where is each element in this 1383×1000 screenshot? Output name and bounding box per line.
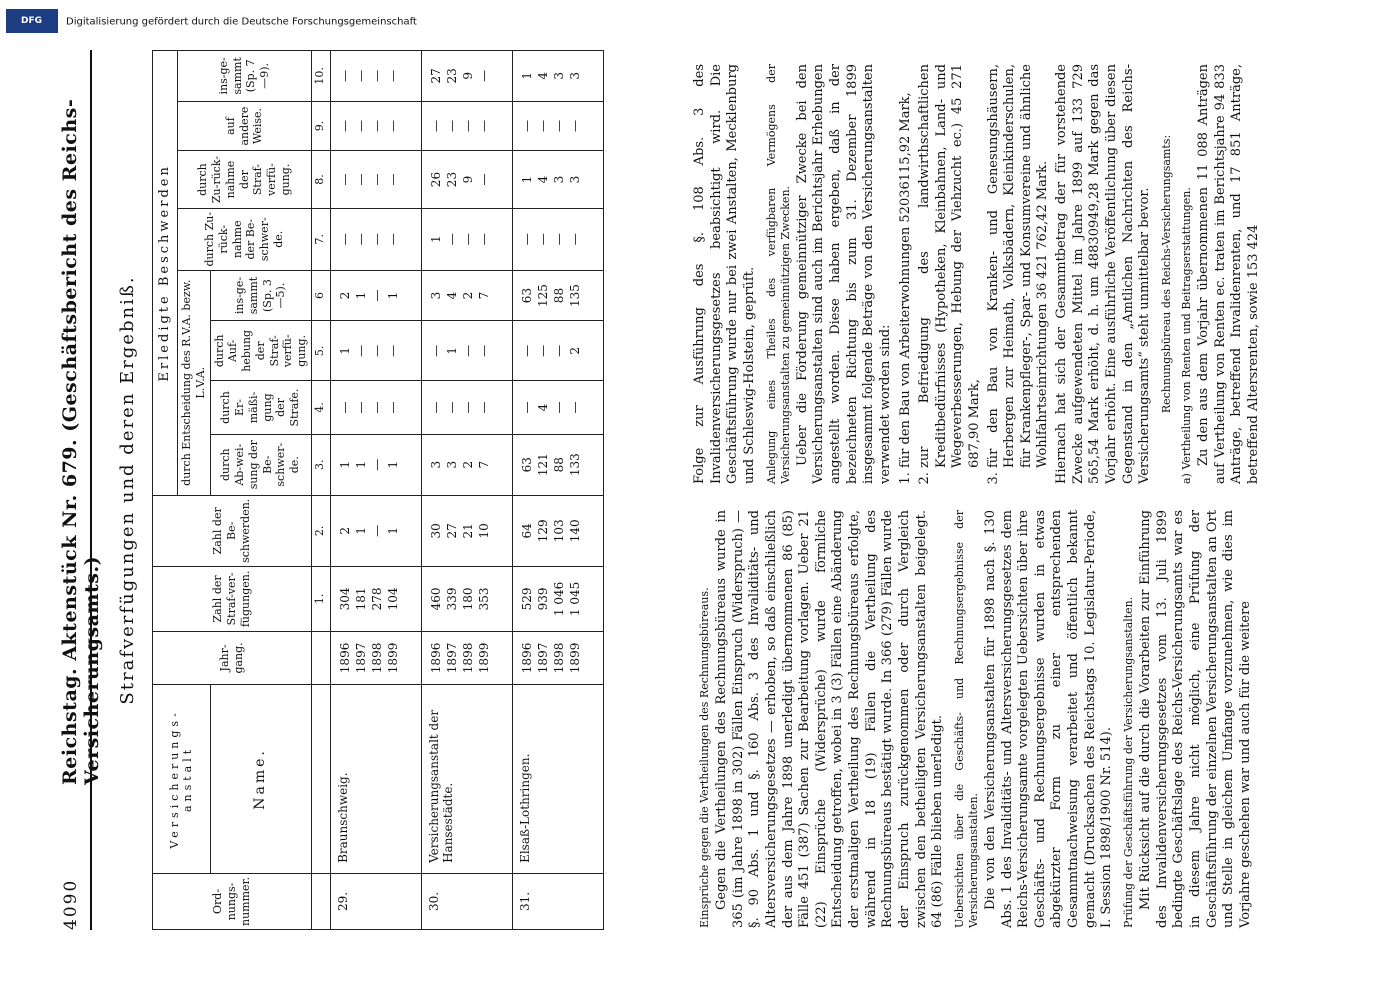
cell-value: 1 xyxy=(385,291,400,300)
cell-value: — xyxy=(385,233,400,246)
cell-c9 xyxy=(512,101,603,151)
cell-value: — xyxy=(551,344,566,357)
cell-value: — xyxy=(567,120,582,133)
cell-value: 529 xyxy=(519,587,534,611)
col-anstalt-header: Versicherungs-anstalt xyxy=(153,684,211,873)
cell-value: 135 xyxy=(567,284,582,307)
col-c4-header: durch Er-mäßi-gung der Strafe. xyxy=(210,381,311,434)
heading-vertheilung: a) Vertheilung von Renten und Beitragserstattungen. xyxy=(1179,187,1193,484)
cell-value: — xyxy=(551,233,566,246)
cell-c3 xyxy=(330,434,421,495)
cell-value: — xyxy=(535,233,550,246)
cell-value: — xyxy=(460,344,475,357)
cell-value: 2 xyxy=(337,527,352,535)
cell-value: 1897 xyxy=(535,642,550,674)
cell-c6 xyxy=(421,270,512,321)
cell-c8 xyxy=(421,151,512,208)
left-text-column xyxy=(692,510,1258,928)
heading-pruefung: Prüfung der Geschäftsführung der Versicherungsanstalten. xyxy=(1121,596,1135,928)
cell-c3 xyxy=(421,434,512,495)
cell-value: 3 xyxy=(567,72,582,80)
col-c3-header: durch Ab-wei-sung der Be-schwer-de. xyxy=(210,434,311,495)
cell-value: 4 xyxy=(535,175,550,184)
cell-value: 140 xyxy=(567,519,582,543)
cell-value: 2 xyxy=(567,347,582,355)
page-header xyxy=(56,50,103,930)
cell-value: 180 xyxy=(460,587,475,611)
cell-value: — xyxy=(353,401,368,414)
cell-value: 2 xyxy=(337,291,352,300)
cell-value: — xyxy=(460,120,475,133)
col-jahrgang-header: Jahr-gang. xyxy=(153,631,312,684)
list-item: 1. für den Bau von Arbeiterwohnungen 52036115,92 Mark, xyxy=(898,64,915,468)
right-text-column xyxy=(692,64,1266,484)
cell-value: — xyxy=(519,120,534,133)
cell-c9 xyxy=(330,101,421,151)
cell-value: 181 xyxy=(353,587,368,611)
penalty-table xyxy=(152,50,604,930)
cell-value: 4 xyxy=(444,291,459,300)
cell-value: — xyxy=(353,69,368,82)
col-c10-header: ins-ge-sammt (Sp. 7—9). xyxy=(178,51,312,102)
anstalt-name: Elsaß-Lothringen. xyxy=(512,684,603,873)
cell-value: 1899 xyxy=(567,642,582,674)
cell-value: 460 xyxy=(428,587,443,611)
cell-value: 1 xyxy=(353,527,368,535)
cell-value: — xyxy=(385,344,400,357)
col-beschwerden-header: Zahl der Be-schwerden. xyxy=(153,495,312,566)
cell-value: 88 xyxy=(551,457,566,473)
list-item: 3. für den Bau von Kranken- und Genesungshäusern, Herbergen zur Heimath, Volksbädern, Kleinkinderschulen, für Krankenpfleger-, Spar- und Konsumvereine und ähnliche Wohlfahrtseinrichtungen 36 421 762,42 Mark. xyxy=(986,64,1053,468)
cell-years xyxy=(512,631,603,684)
cell-c5 xyxy=(330,321,421,381)
cell-value: 7 xyxy=(476,291,491,300)
cell-c1 xyxy=(421,566,512,631)
cell-value: — xyxy=(476,173,491,186)
cell-c2 xyxy=(421,495,512,566)
cell-value: 104 xyxy=(385,587,400,611)
cell-value: 9 xyxy=(460,175,475,184)
cell-value: 26 xyxy=(428,171,443,188)
cell-value: 1 045 xyxy=(567,581,582,617)
cell-value: 63 xyxy=(519,287,534,304)
cell-value: — xyxy=(337,69,352,82)
cell-value: — xyxy=(385,173,400,186)
col-c5-header: durch Auf-hebung der Straf-verfü-gung. xyxy=(210,321,311,381)
cell-c10 xyxy=(421,51,512,102)
cell-value: — xyxy=(444,120,459,133)
cell-value: 1897 xyxy=(444,642,459,674)
cell-value: 27 xyxy=(444,523,459,539)
paragraph-uebersichten: Die von den Versicherungsanstalten für 1898 nach §. 130 Abs. 1 des Invaliditäts- und Altersversicherungsgesetzes dem Reichs-Versicherungsamte vorgelegten Uebersichten über ihre Geschäfts- und Rechnungsergebnisse wurden in etwas abgekürzter Form zu einer entsprechenden Gesammtnachweisung verarbeitet und öffentlich bekannt gemacht (Drucksachen des Reichstags 10. Legislatur-Periode, I. Session 1898/1900 Nr. 514). xyxy=(982,510,1115,928)
cell-value: 23 xyxy=(444,68,459,84)
table-row xyxy=(512,51,603,930)
cell-value: 3 xyxy=(567,175,582,184)
list-item: 2. zur Befriedigung des landwirthschaftlichen Kreditbedürfnisses (Hypotheken, Kleinbahnen, Land- und Wegeverbesserungen, Hebung der Viehzucht ec.) 45 271 687,90 Mark, xyxy=(917,64,984,468)
cell-value: 1 xyxy=(519,175,534,184)
col-c6-header: ins-ge-sammt (Sp. 3—5). xyxy=(210,270,311,321)
cell-value: 339 xyxy=(444,587,459,611)
cell-value: 1898 xyxy=(369,642,384,674)
cell-value: 1 xyxy=(428,235,443,244)
cell-value: 1 xyxy=(385,460,400,469)
col-ord-header: Ord-nungs-nummer. xyxy=(153,873,312,929)
group-erledigt-header: Erledigte Beschwerden xyxy=(153,51,178,496)
col-c7-header: durch Zu-rück-nahme der Be-schwer-de. xyxy=(178,208,312,270)
cell-value: 3 xyxy=(428,460,443,469)
cell-value: 4 xyxy=(535,72,550,80)
cell-value: 1896 xyxy=(337,642,352,674)
cell-value: — xyxy=(476,120,491,133)
cell-value: 1896 xyxy=(428,642,443,674)
cell-value: 23 xyxy=(444,171,459,188)
colnum-6: 6 xyxy=(311,270,330,321)
cell-c1 xyxy=(512,566,603,631)
cell-value: 1899 xyxy=(385,642,400,674)
table-body xyxy=(330,51,603,930)
cell-value: 3 xyxy=(444,460,459,469)
heading-uebersichten: Uebersichten über die Geschäfts- und Rechnungsergebnisse der Versicherungsanstalten. xyxy=(952,510,980,928)
colnum-4: 4. xyxy=(311,381,330,434)
row-number: 30. xyxy=(421,873,512,929)
cell-c7 xyxy=(512,208,603,270)
cell-value: 1899 xyxy=(476,642,491,674)
cell-value: 129 xyxy=(535,519,550,543)
cell-value: — xyxy=(369,458,384,471)
colnum-7: 7. xyxy=(311,208,330,270)
cell-c2 xyxy=(330,495,421,566)
cell-value: — xyxy=(337,173,352,186)
cell-c9 xyxy=(421,101,512,151)
cell-value: — xyxy=(369,69,384,82)
cell-value: — xyxy=(460,401,475,414)
cell-value: 1 xyxy=(444,347,459,355)
cell-value: — xyxy=(337,120,352,133)
cell-value: — xyxy=(551,120,566,133)
cell-value: — xyxy=(369,120,384,133)
cell-c4 xyxy=(330,381,421,434)
cell-c8 xyxy=(512,151,603,208)
cell-c6 xyxy=(512,270,603,321)
cell-value: 133 xyxy=(567,453,582,477)
cell-value: 353 xyxy=(476,587,491,611)
cell-value: — xyxy=(369,401,384,414)
cell-value: 1 xyxy=(385,527,400,535)
cell-value: 1 xyxy=(519,72,534,80)
cell-value: — xyxy=(428,401,443,414)
cell-c6 xyxy=(330,270,421,321)
cell-value: — xyxy=(444,233,459,246)
cell-value: — xyxy=(535,344,550,357)
cell-value: 3 xyxy=(428,291,443,300)
cell-value: 1 xyxy=(353,291,368,300)
cell-c5 xyxy=(512,321,603,381)
cell-value: 10 xyxy=(476,523,491,539)
heading-anlegung: Anlegung eines Theiles des verfügbaren Vermögens der Versicherungsanstalten zu gemeinnützigen Zwecken. xyxy=(764,64,792,484)
cell-value: — xyxy=(385,401,400,414)
cell-value: — xyxy=(369,233,384,246)
colnum-2: 2. xyxy=(311,495,330,566)
col-strafverf-header: Zahl der Straf-ver-fügungen. xyxy=(153,566,312,631)
page-number: 4090 xyxy=(61,878,81,930)
cell-value: 27 xyxy=(428,68,443,84)
cell-value: 1896 xyxy=(519,642,534,674)
cell-value: — xyxy=(337,233,352,246)
cell-c4 xyxy=(421,381,512,434)
colnum-10: 10. xyxy=(311,51,330,102)
cell-value: — xyxy=(476,344,491,357)
colnum-1: 1. xyxy=(311,566,330,631)
cell-value: — xyxy=(519,401,534,414)
cell-value: — xyxy=(369,173,384,186)
col-name-header: Name. xyxy=(210,684,311,873)
cell-value: — xyxy=(369,289,384,302)
cell-value: — xyxy=(460,233,475,246)
cell-value: 278 xyxy=(369,587,384,611)
row-number: 31. xyxy=(512,873,603,929)
cell-value: — xyxy=(551,401,566,414)
cell-c3 xyxy=(512,434,603,495)
cell-c7 xyxy=(330,208,421,270)
cell-value: 9 xyxy=(460,72,475,80)
cell-value: 21 xyxy=(460,523,475,539)
column-number-row xyxy=(311,51,330,930)
paragraph-folge: Folge zur Ausführung des §. 108 Abs. 3 des Invalidenversicherungsgesetzes beabsichtigt wird. Die Geschäftsführung wurde nur bei zwei Anstalten, Mecklenburg und Schleswig-Holstein, geprüft. xyxy=(692,64,757,484)
paragraph-antraege: Zu den aus dem Vorjahr übernommenen 11 088 Anträgen auf Vertheilung von Renten ec. traten im Berichtsjahre 94 833 Anträge, betreffend Invalidenrenten, und 17 851 Anträge, betreffend Altersrenten, sowie 153 424 xyxy=(1195,64,1261,484)
cell-value: — xyxy=(337,401,352,414)
table-row xyxy=(421,51,512,930)
anstalt-name: Versicherungsanstalt der Hansestädte. xyxy=(421,684,512,873)
cell-value: 125 xyxy=(535,284,550,307)
cell-c7 xyxy=(421,208,512,270)
section-title: Strafverfügungen und deren Ergebniß. xyxy=(117,275,138,705)
paragraph-einsprueche: Gegen die Vertheilungen des Rechnungsbüreaus wurde in 365 (im Jahre 1898 in 302) Fällen Einspruch (Widerspruch) — §. 90 Abs. 1 und §. 160 Abs. 3 des Invaliditäts- und Altersversicherungsgesetzes — erhoben, so daß einschließlich der aus dem Jahre 1898 unerledigt übernommenen 86 (85) Fälle 451 (387) Sachen zur Bearbeitung vorlagen. Ueber 21 (22) Einsprüche (Widersprüche) wurde förmliche Entscheidung getroffen, wobei in 3 (3) Fällen eine Abänderung der erstmaligen Vertheilung des Rechnungsbüreaus erfolgte, während in 18 (19) Fällen die Vertheilung des Rechnungsbüreaus bestätigt wurde. In 366 (279) Fällen wurde der Einspruch zurückgenommen oder durch Vergleich zwischen den betheiligten Versicherungsanstalten beigelegt. 64 (86) Fälle blieben unerledigt. xyxy=(714,510,946,928)
cell-value: — xyxy=(567,401,582,414)
cell-value: 2 xyxy=(460,291,475,300)
cell-value: 63 xyxy=(519,457,534,473)
cell-value: 30 xyxy=(428,523,443,539)
cell-value: 103 xyxy=(551,519,566,543)
cell-value: 88 xyxy=(551,287,566,304)
col-c9-header: auf andere Weise. xyxy=(178,101,312,151)
cell-value: 1 xyxy=(337,347,352,355)
cell-value: 3 xyxy=(551,72,566,80)
heading-einsprueche: Einsprüche gegen die Vertheilungen des Rechnungsbüreaus. xyxy=(698,587,711,928)
cell-value: — xyxy=(519,344,534,357)
cell-value: — xyxy=(535,120,550,133)
cell-value: — xyxy=(385,69,400,82)
cell-value: 4 xyxy=(535,403,550,412)
cell-years xyxy=(330,631,421,684)
cell-c10 xyxy=(512,51,603,102)
heading-rechnungsbuereau: Rechnungsbüreau des Reichs-Versicherungsamts: xyxy=(1159,134,1173,414)
dfg-logo: DFG xyxy=(6,9,58,33)
row-number: 29. xyxy=(330,873,421,929)
cell-value: — xyxy=(444,401,459,414)
colnum-3: 3. xyxy=(311,434,330,495)
cell-value: — xyxy=(476,401,491,414)
colnum-5: 5. xyxy=(311,321,330,381)
cell-value: — xyxy=(369,524,384,537)
col-c8-header: durch Zu-rück-nahme der Straf-verfü-gung. xyxy=(178,151,312,208)
cell-value: — xyxy=(353,233,368,246)
cell-value: — xyxy=(353,120,368,133)
cell-value: 3 xyxy=(551,175,566,184)
cell-c4 xyxy=(512,381,603,434)
cell-years xyxy=(421,631,512,684)
cell-value: — xyxy=(428,120,443,133)
cell-value: — xyxy=(476,233,491,246)
cell-c1 xyxy=(330,566,421,631)
cell-value: — xyxy=(567,233,582,246)
cell-value: 1898 xyxy=(551,642,566,674)
cell-c2 xyxy=(512,495,603,566)
cell-value: 64 xyxy=(519,523,534,539)
cell-value: 1 xyxy=(353,460,368,469)
running-title: Reichstag. Aktenstück Nr. 679. (Geschäftsbericht des Reichs-Versicherungsamts.) xyxy=(59,98,103,785)
cell-value: 304 xyxy=(337,587,352,611)
table-row xyxy=(330,51,421,930)
colnum-9: 9. xyxy=(311,101,330,151)
cell-value: — xyxy=(519,233,534,246)
paragraph-foerderung: Ueber die Förderung gemeinnütziger Zwecke bei den Versicherungsanstalten sind auch im Berichtsjahr Erhebungen angestellt worden. Diese haben ergeben, daß in der bezeichneten Richtung bis zum 31. Dezember 1899 insgesammt folgende Beträge von den Versicherungsanstalten verwendet worden sind: xyxy=(794,64,893,484)
cell-value: — xyxy=(369,344,384,357)
cell-c5 xyxy=(421,321,512,381)
colnum-8: 8. xyxy=(311,151,330,208)
cell-value: — xyxy=(353,173,368,186)
cell-value: 7 xyxy=(476,460,491,469)
cell-c8 xyxy=(330,151,421,208)
cell-value: 1 046 xyxy=(551,581,566,617)
cell-value: — xyxy=(385,120,400,133)
cell-value: — xyxy=(353,344,368,357)
paragraph-gesammtbetrag: Hiernach hat sich der Gesammtbetrag der für vorstehende Zwecke aufgewendeten Mittel im Jahre 1899 auf 133 729 565,54 Mark erhöht, d. h. um 48830949,28 Mark gegen das Vorjahr erhöht. Eine ausführliche Veröffentlichung über diesen Gegenstand in den „Amtlichen Nachrichten des Reichs-Versicherungsamts“ steht unmittelbar bevor. xyxy=(1054,64,1153,484)
paragraph-pruefung: Mit Rücksicht auf die durch die Vorarbeiten zur Einführung des Invalidenversicherungsgesetzes vom 13. Juli 1899 bedingte Geschäftslage des Reichs-Versicherungsamts war es in diesem Jahre nicht möglich, eine Prüfung der Geschäftsführung der einzelnen Versicherungsanstalten an Ort und Stelle in gleichem Umfange vorzunehmen, wie dies im Vorjahre geschehen war und auch für die weitere xyxy=(1138,510,1253,928)
cell-value: 939 xyxy=(535,587,550,611)
cell-value: 1 xyxy=(337,460,352,469)
cell-value: 121 xyxy=(535,453,550,477)
group-entscheidung-header: durch Entscheidung des R.V.A. bezw. L.V.A. xyxy=(178,270,211,495)
cell-value: 1897 xyxy=(353,642,368,674)
cell-value: 1898 xyxy=(460,642,475,674)
digitization-note: Digitalisierung gefördert durch die Deutsche Forschungsgemeinschaft xyxy=(66,16,417,28)
anstalt-name: Braunschweig. xyxy=(330,684,421,873)
cell-value: 2 xyxy=(460,460,475,469)
cell-c10 xyxy=(330,51,421,102)
cell-value: — xyxy=(428,344,443,357)
cell-value: — xyxy=(476,69,491,82)
amounts-list xyxy=(898,64,1052,468)
